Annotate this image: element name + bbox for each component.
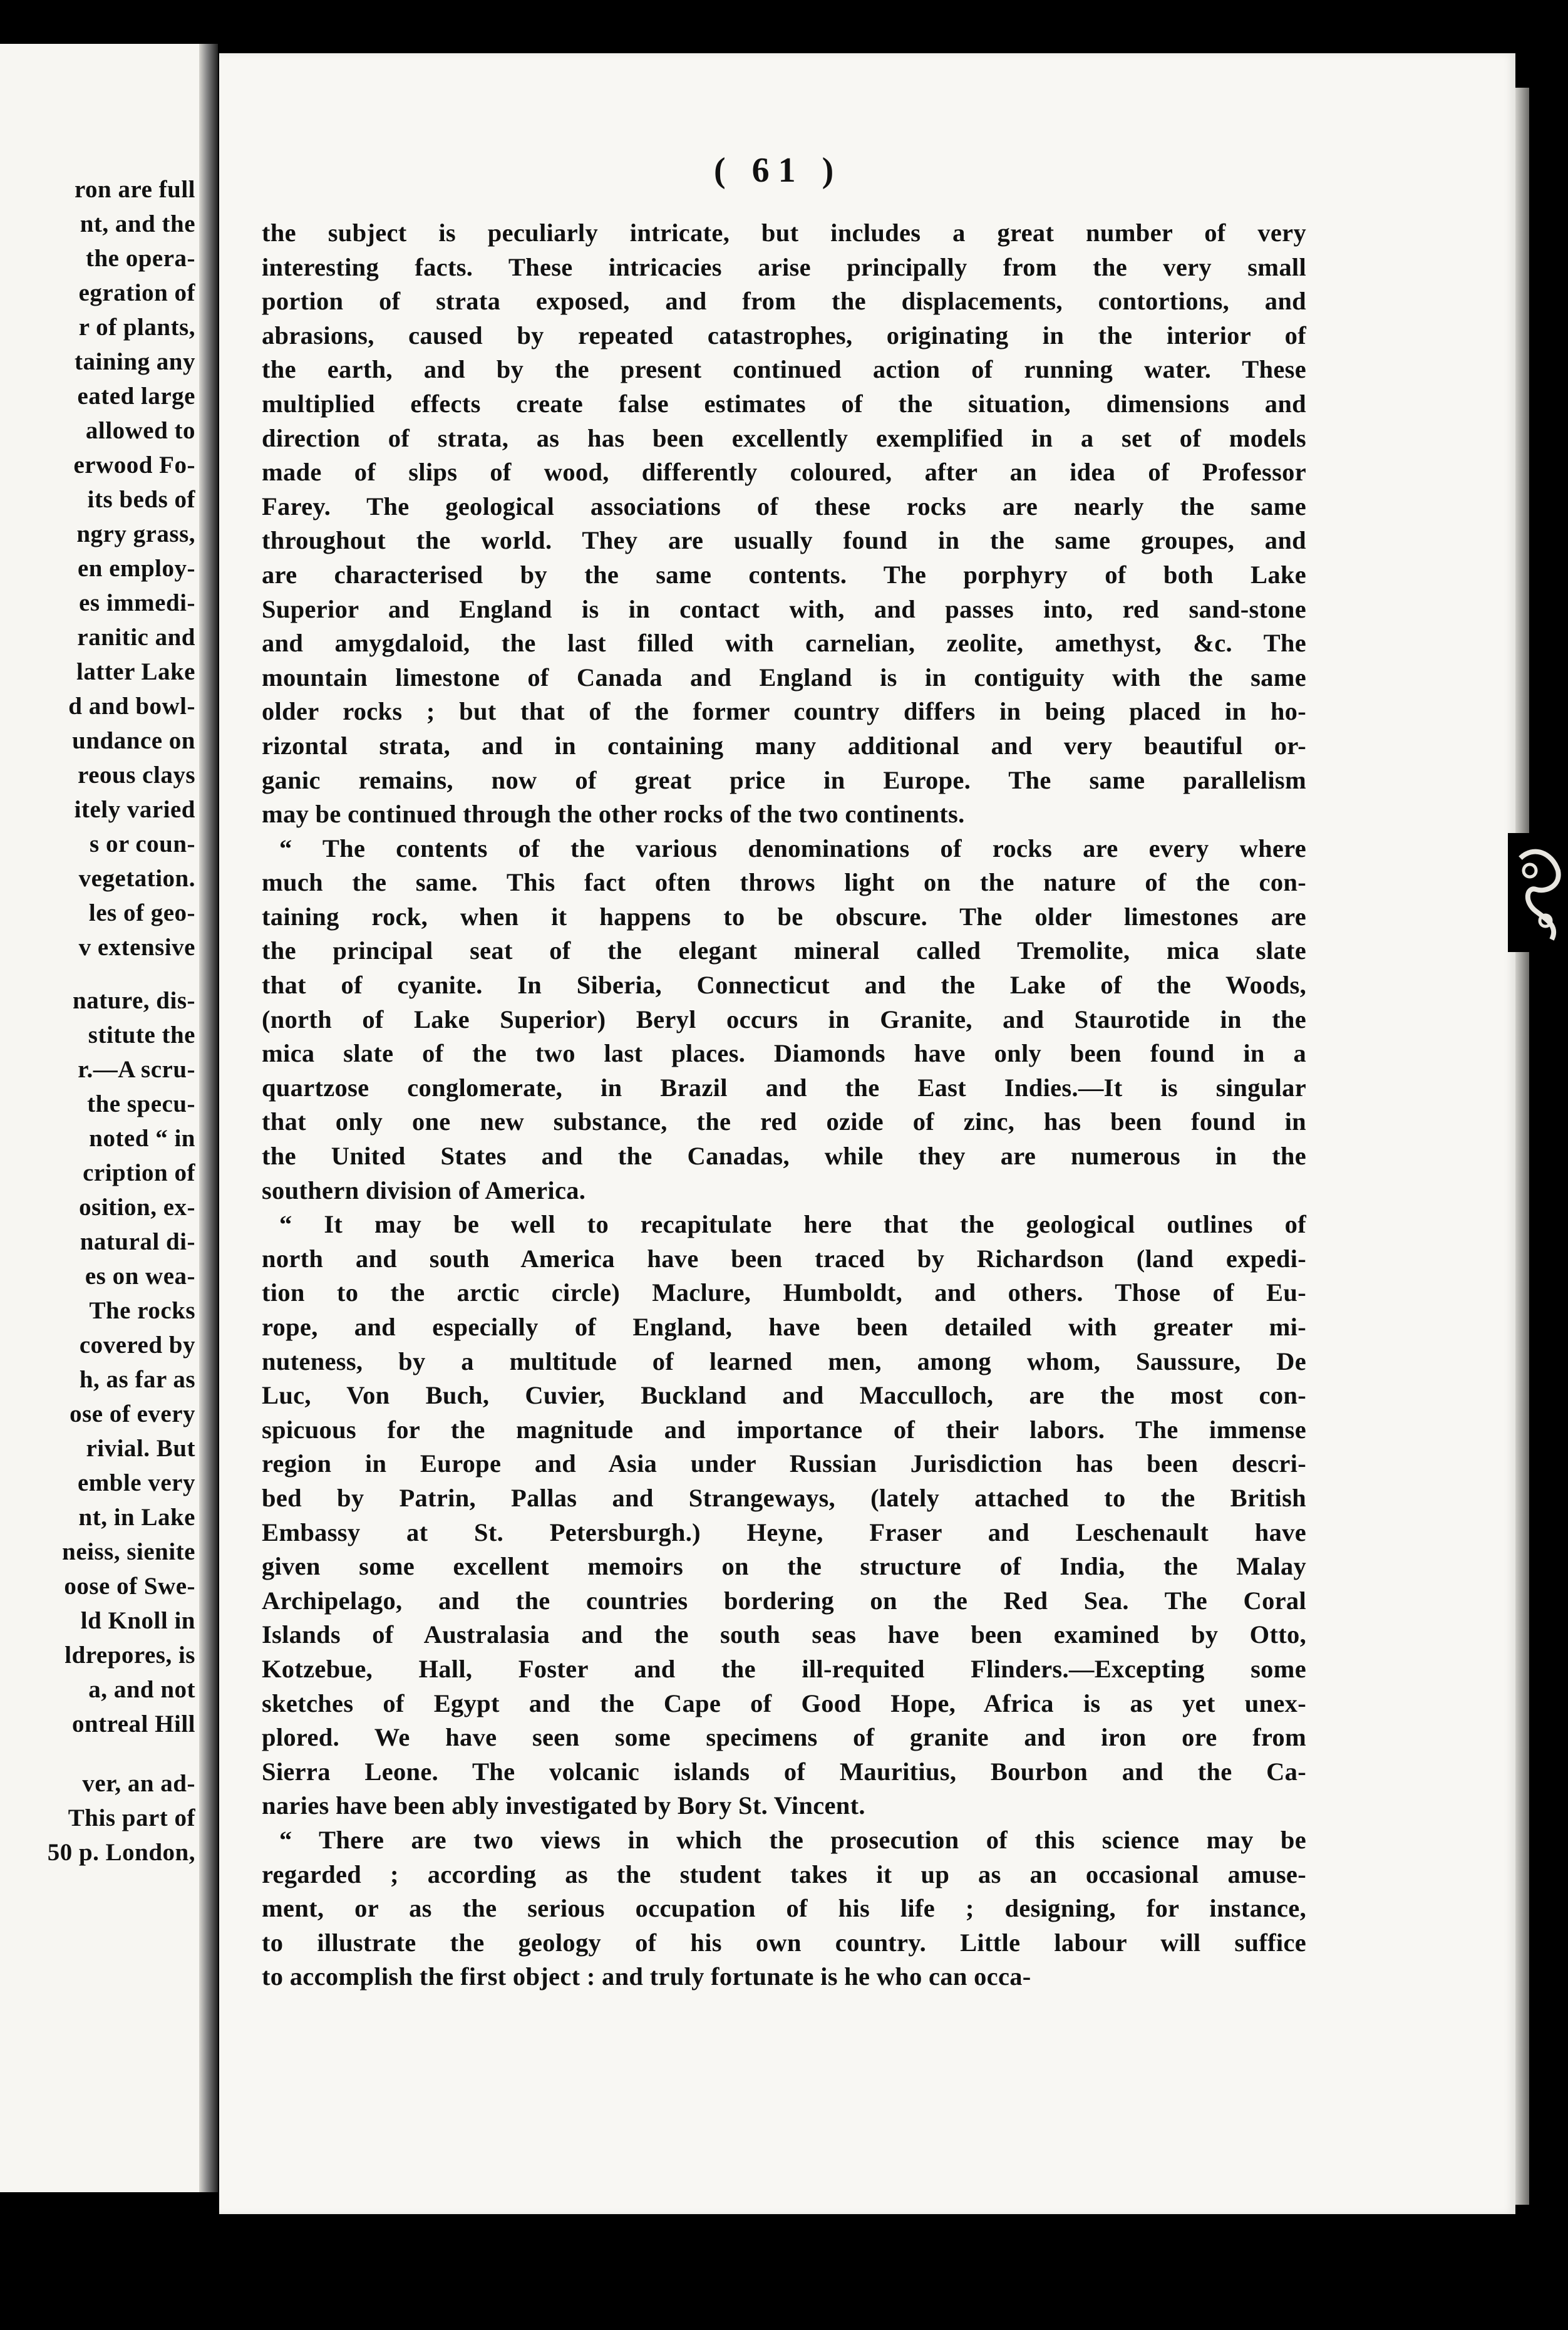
left-page-line: a, and not <box>88 1676 195 1703</box>
text-line: that only one new substance, the red ozide of zinc, has been found in <box>262 1107 1306 1136</box>
text-line: and amygdaloid, the last filled with carnelian, zeolite, amethyst, &c. The <box>262 629 1306 658</box>
left-page-line: es on wea- <box>85 1263 195 1290</box>
left-page-line: osition, ex- <box>79 1194 195 1221</box>
text-line: spicuous for the magnitude and importance of their labors. The immense <box>262 1415 1306 1444</box>
left-page-line: covered by <box>79 1332 195 1359</box>
left-page-line: ld Knoll in <box>80 1607 195 1634</box>
left-page-line: nature, dis- <box>73 987 195 1014</box>
text-line: are characterised by the same contents. The porphyry of both Lake <box>262 560 1306 589</box>
left-page-line: oose of Swe- <box>64 1573 195 1600</box>
text-line: given some excellent memoirs on the structure of India, the Malay <box>262 1552 1306 1581</box>
text-line: southern division of America. <box>262 1176 586 1204</box>
text-line: Superior and England is in contact with, and passes into, red sand-stone <box>262 594 1306 623</box>
left-page-line: es immedi- <box>79 589 195 616</box>
left-page-line: rivial. But <box>86 1435 195 1462</box>
text-line: may be continued through the other rocks of the two continents. <box>262 800 965 829</box>
left-page-line: neiss, sienite <box>62 1538 195 1565</box>
text-line: the subject is peculiarly intricate, but includes a great number of very <box>262 219 1306 247</box>
left-page-line: taining any <box>75 348 195 375</box>
text-line: the principal seat of the elegant mineral called Tremolite, mica slate <box>262 936 1306 965</box>
page-edge <box>1515 88 1529 2205</box>
book-gutter <box>199 44 218 2192</box>
page-number: ( 61 ) <box>714 151 843 190</box>
text-line: mica slate of the two last places. Diamonds have only been found in a <box>262 1039 1306 1068</box>
text-line: that of cyanite. In Siberia, Connecticut and the Lake of the Woods, <box>262 971 1306 1000</box>
text-line: Kotzebue, Hall, Foster and the ill-requited Flinders.—Excepting some <box>262 1654 1306 1683</box>
left-page-line: allowed to <box>85 417 195 444</box>
text-line: (north of Lake Superior) Beryl occurs in Granite, and Staurotide in the <box>262 1005 1306 1033</box>
text-line: north and south America have been traced by Richardson (land expedi- <box>262 1244 1306 1273</box>
left-page-line: reous clays <box>78 762 195 789</box>
body-text <box>262 216 1306 1994</box>
left-page-line: undance on <box>72 727 195 754</box>
text-line: rizontal strata, and in containing many additional and very beautiful or- <box>262 731 1306 760</box>
text-line: bed by Patrin, Pallas and Strangeways, (lately attached to the British <box>262 1483 1306 1512</box>
text-line: portion of strata exposed, and from the displacements, contortions, and <box>262 287 1306 316</box>
left-page-line: les of geo- <box>88 899 195 926</box>
text-line: regarded ; according as the student takes it up as an occasional amuse- <box>262 1860 1306 1888</box>
left-page-line: h, as far as <box>79 1366 195 1393</box>
text-line: naries have been ably investigated by Bory St. Vincent. <box>262 1791 865 1820</box>
left-page-line: noted “ in <box>89 1125 195 1152</box>
left-page-line: ron are full <box>74 176 195 203</box>
text-line: tion to the arctic circle) Maclure, Humboldt, and others. Those of Eu- <box>262 1278 1306 1307</box>
left-page-line: emble very <box>77 1469 195 1496</box>
text-line: “ The contents of the various denominations of rocks are every where <box>279 834 1306 862</box>
left-page-line: cription of <box>83 1159 195 1186</box>
text-line: to accomplish the first object : and truly fortunate is he who can occa- <box>262 1962 1031 1991</box>
left-page-line: r of plants, <box>78 314 195 341</box>
left-page-line: erwood Fo- <box>73 452 195 479</box>
text-line: mountain limestone of Canada and England is in contiguity with the same <box>262 663 1306 691</box>
text-line: nuteness, by a multitude of learned men, among whom, Saussure, De <box>262 1347 1306 1375</box>
text-line: direction of strata, as has been excellently exemplified in a set of models <box>262 423 1306 452</box>
left-page-line: natural di- <box>80 1228 195 1255</box>
left-page-line: ver, an ad- <box>82 1770 195 1797</box>
text-line: interesting facts. These intricacies arise principally from the very small <box>262 252 1306 281</box>
text-line: Sierra Leone. The volcanic islands of Mauritius, Bourbon and the Ca- <box>262 1757 1306 1786</box>
text-line: rope, and especially of England, have been detailed with greater mi- <box>262 1313 1306 1341</box>
left-page-line: latter Lake <box>76 658 195 685</box>
text-line: Archipelago, and the countries bordering on the Red Sea. The Coral <box>262 1586 1306 1615</box>
left-facing-page <box>0 44 199 2192</box>
left-page-line: r.—A scru- <box>78 1056 195 1083</box>
text-line: made of slips of wood, differently coloured, after an idea of Professor <box>262 458 1306 487</box>
text-line: much the same. This fact often throws light on the nature of the con- <box>262 868 1306 897</box>
text-line: Embassy at St. Petersburgh.) Heyne, Fraser and Leschenault have <box>262 1518 1306 1546</box>
left-page-line: nt, and the <box>80 210 195 237</box>
left-page-line: ontreal Hill <box>71 1711 195 1737</box>
text-line: Islands of Australasia and the south seas have been examined by Otto, <box>262 1620 1306 1649</box>
left-page-line: The rocks <box>89 1297 195 1324</box>
left-page-line: s or coun- <box>90 831 195 857</box>
text-line: older rocks ; but that of the former country differs in being placed in ho- <box>262 697 1306 726</box>
text-line: the United States and the Canadas, while they are numerous in the <box>262 1142 1306 1171</box>
left-page-line: ranitic and <box>77 624 195 651</box>
text-line: “ It may be well to recapitulate here that the geological outlines of <box>279 1210 1306 1239</box>
page-edge-ornament <box>1508 833 1568 952</box>
left-page-line: itely varied <box>74 796 195 823</box>
text-line: abrasions, caused by repeated catastrophes, originating in the interior of <box>262 321 1306 350</box>
text-line: multiplied effects create false estimates of the situation, dimensions and <box>262 389 1306 418</box>
left-page-line: 50 p. London, <box>47 1839 195 1866</box>
left-page-line: nt, in Lake <box>78 1504 195 1531</box>
left-page-line: the specu- <box>87 1090 195 1117</box>
text-line: the earth, and by the present continued action of running water. These <box>262 355 1306 384</box>
left-page-line: ngry grass, <box>76 520 195 547</box>
text-line: quartzose conglomerate, in Brazil and the East Indies.—It is singular <box>262 1073 1306 1102</box>
text-line: region in Europe and Asia under Russian Jurisdiction has been descri- <box>262 1449 1306 1478</box>
text-line: sketches of Egypt and the Cape of Good Hope, Africa is as yet unex- <box>262 1689 1306 1717</box>
text-line: throughout the world. They are usually found in the same groupes, and <box>262 526 1306 555</box>
left-page-line: the opera- <box>85 245 195 272</box>
text-line: ganic remains, now of great price in Europe. The same parallelism <box>262 765 1306 794</box>
left-page-line: its beds of <box>87 486 195 513</box>
left-page-line: egration of <box>78 279 195 306</box>
left-page-line: stitute the <box>88 1022 195 1048</box>
left-page-line: en employ- <box>77 555 195 582</box>
left-page-line: v extensive <box>78 934 195 961</box>
left-page-line: ldrepores, is <box>64 1642 195 1669</box>
left-page-line: vegetation. <box>78 865 195 892</box>
text-line: taining rock, when it happens to be obscure. The older limestones are <box>262 902 1306 931</box>
text-line: ment, or as the serious occupation of his life ; designing, for instance, <box>262 1894 1306 1923</box>
text-line: plored. We have seen some specimens of granite and iron ore from <box>262 1723 1306 1752</box>
left-page-line: This part of <box>68 1804 195 1831</box>
left-page-line: eated large <box>77 383 195 410</box>
text-line: Luc, Von Buch, Cuvier, Buckland and Macculloch, are the most con- <box>262 1381 1306 1410</box>
text-line: to illustrate the geology of his own country. Little labour will suffice <box>262 1928 1306 1957</box>
left-page-line: d and bowl- <box>68 693 195 720</box>
text-line: Farey. The geological associations of these rocks are nearly the same <box>262 492 1306 520</box>
left-page-line: ose of every <box>70 1401 195 1427</box>
text-line: “ There are two views in which the prosecution of this science may be <box>279 1825 1306 1854</box>
